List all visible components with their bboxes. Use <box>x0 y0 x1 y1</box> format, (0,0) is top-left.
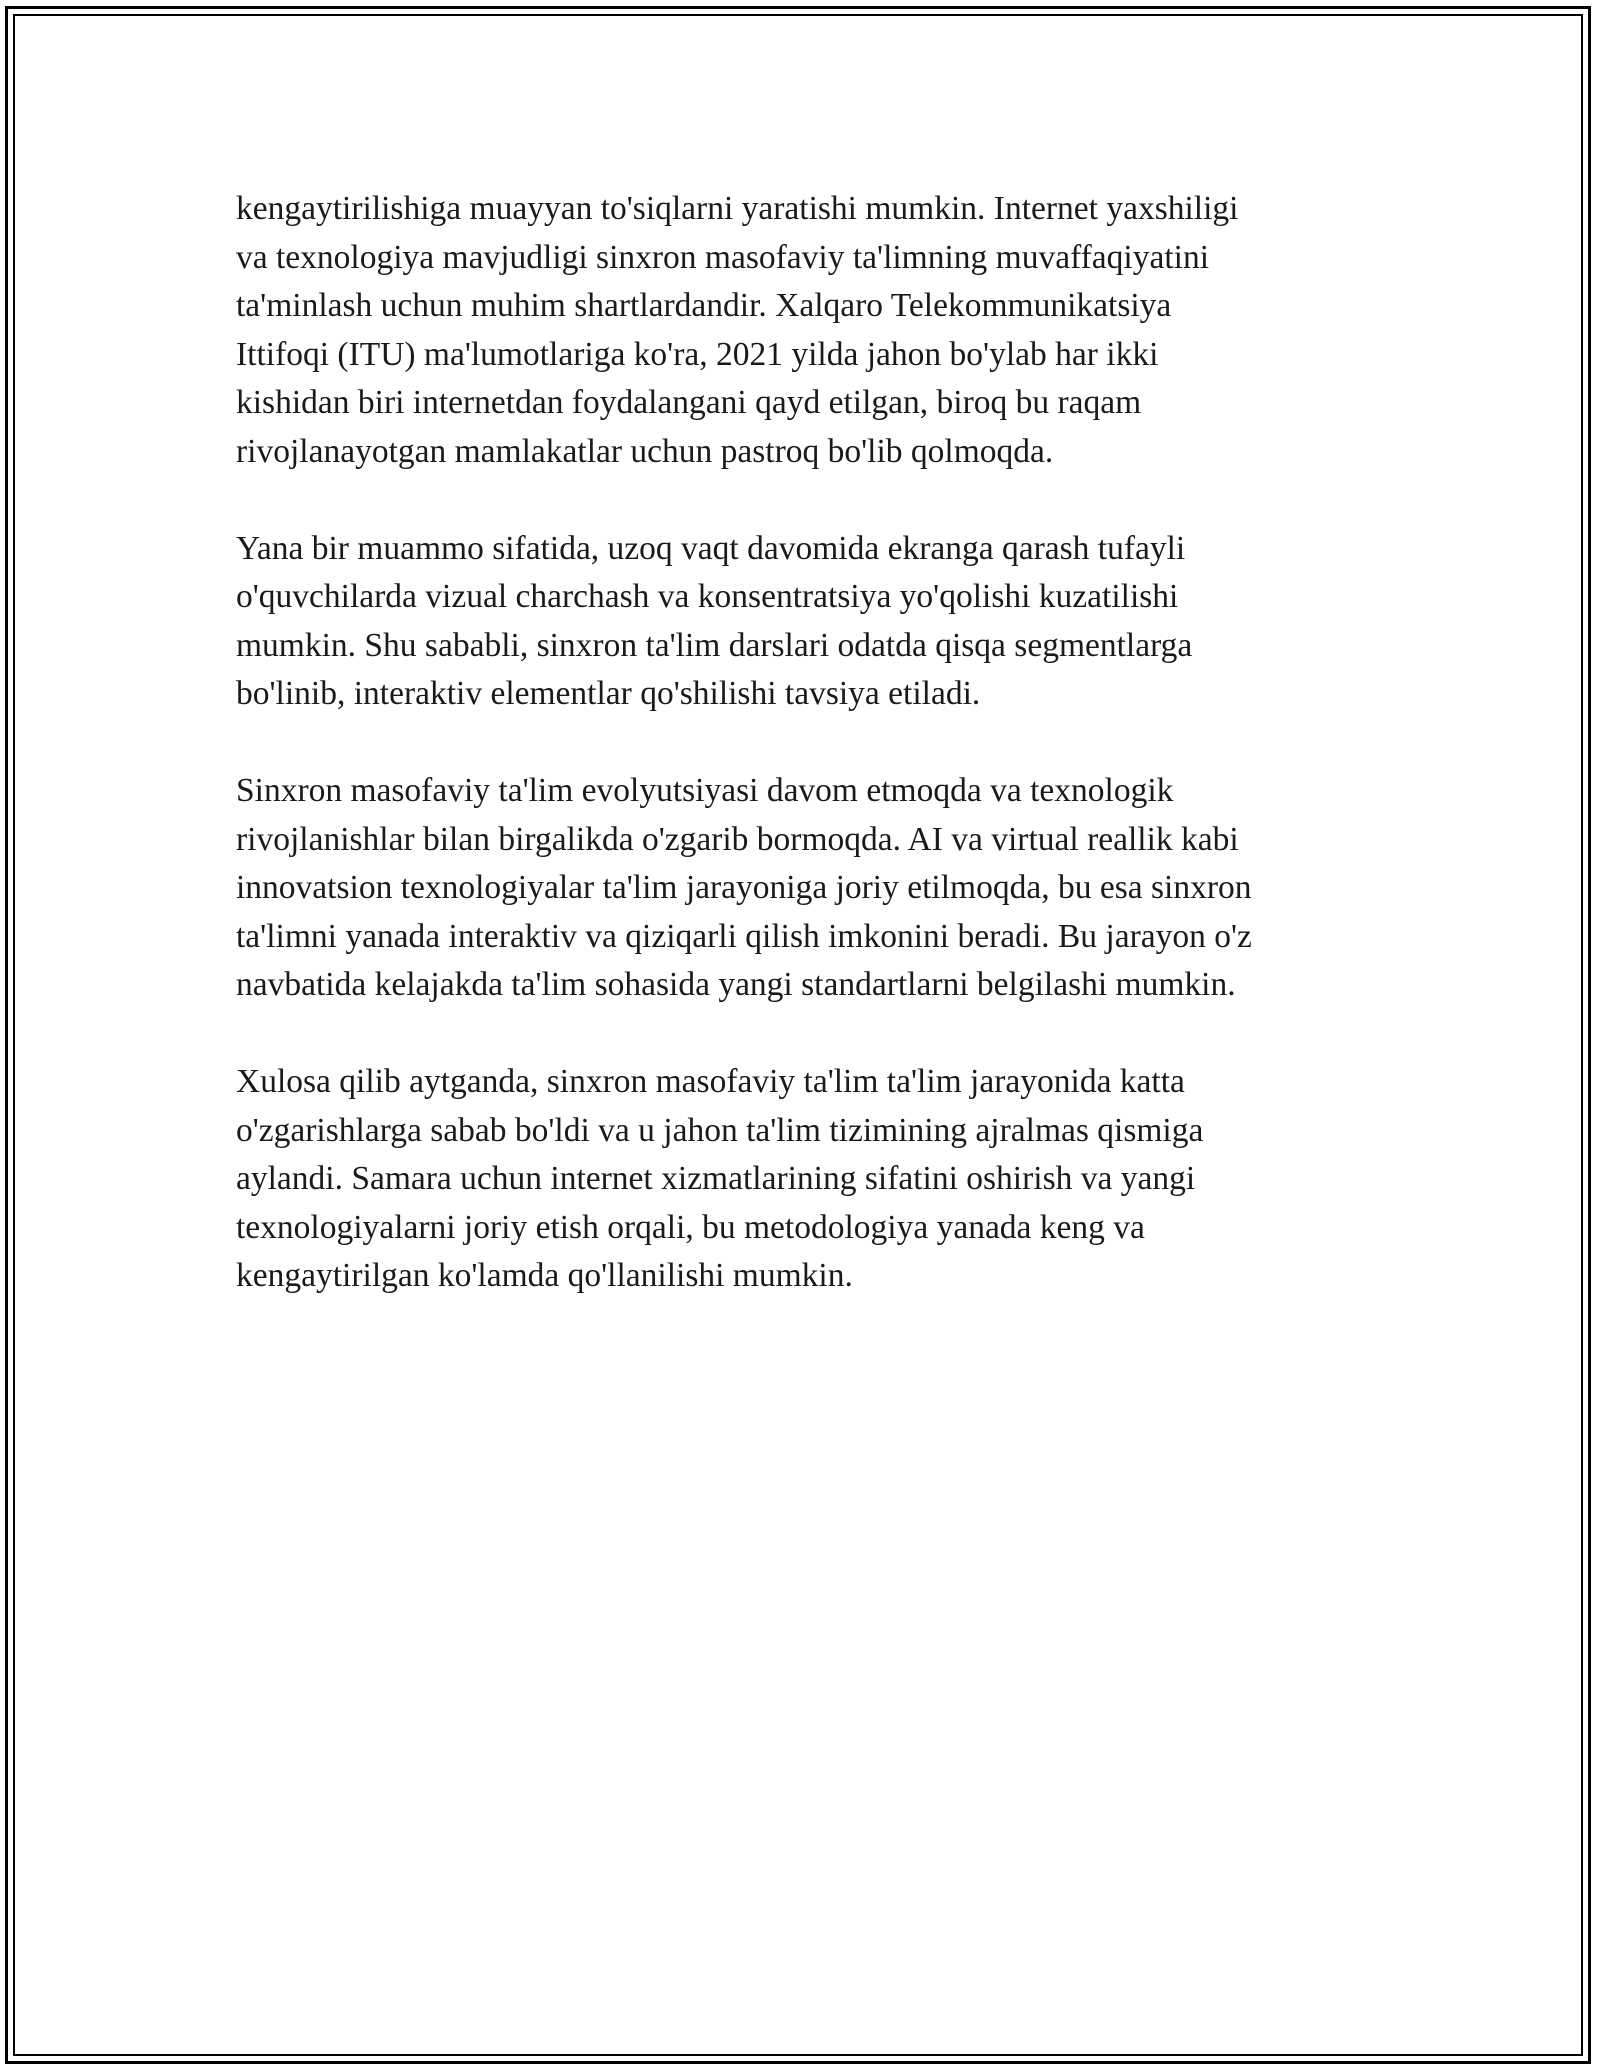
paragraph-3: Sinxron masofaviy ta'lim evolyutsiyasi davom etmoqda va texnologik rivojlanishlar bilan birgalikda o'zgarib bormoqda. AI va virtual reallik kabi innovatsion texnologiyalar ta'lim jarayoniga joriy etilmoqda, bu esa sinxron ta'limni yanada interaktiv va qiziqarli qilish imkonini beradi. Bu jarayon o'z navbatida kelajakda ta'lim sohasida yangi standartlarni belgilashi mumkin. <box>236 772 1252 1003</box>
paragraph-4: Xulosa qilib aytganda, sinxron masofaviy ta'lim ta'lim jarayonida katta o'zgarishlarga sabab bo'ldi va u jahon ta'lim tizimining ajralmas qismiga aylandi. Samara uchun internet xizmatlarining sifatini oshirish va yangi texnologiyalarni joriy etish orqali, bu metodologiya yanada keng va kengaytirilgan ko'lamda qo'llanilishi mumkin. <box>236 1063 1204 1294</box>
document-body <box>236 185 1356 1349</box>
paragraph-1: kengaytirilishiga muayyan to'siqlarni yaratishi mumkin. Internet yaxshiligi va texnologiya mavjudligi sinxron masofaviy ta'limning muvaffaqiyatini ta'minlash uchun muhim shartlardandir. Xalqaro Telekommunikatsiya Ittifoqi (ITU) ma'lumotlariga ko'ra, 2021 yilda jahon bo'ylab har ikki kishidan biri internetdan foydalangani qayd etilgan, biroq bu raqam rivojlanayotgan mamlakatlar uchun pastroq bo'lib qolmoqda. <box>236 190 1239 470</box>
paragraph-2: Yana bir muammo sifatida, uzoq vaqt davomida ekranga qarash tufayli o'quvchilarda vizual charchash va konsentratsiya yo'qolishi kuzatilishi mumkin. Shu sababli, sinxron ta'lim darslari odatda qisqa segmentlarga bo'linib, interaktiv elementlar qo'shilishi tavsiya etiladi. <box>236 529 1193 712</box>
